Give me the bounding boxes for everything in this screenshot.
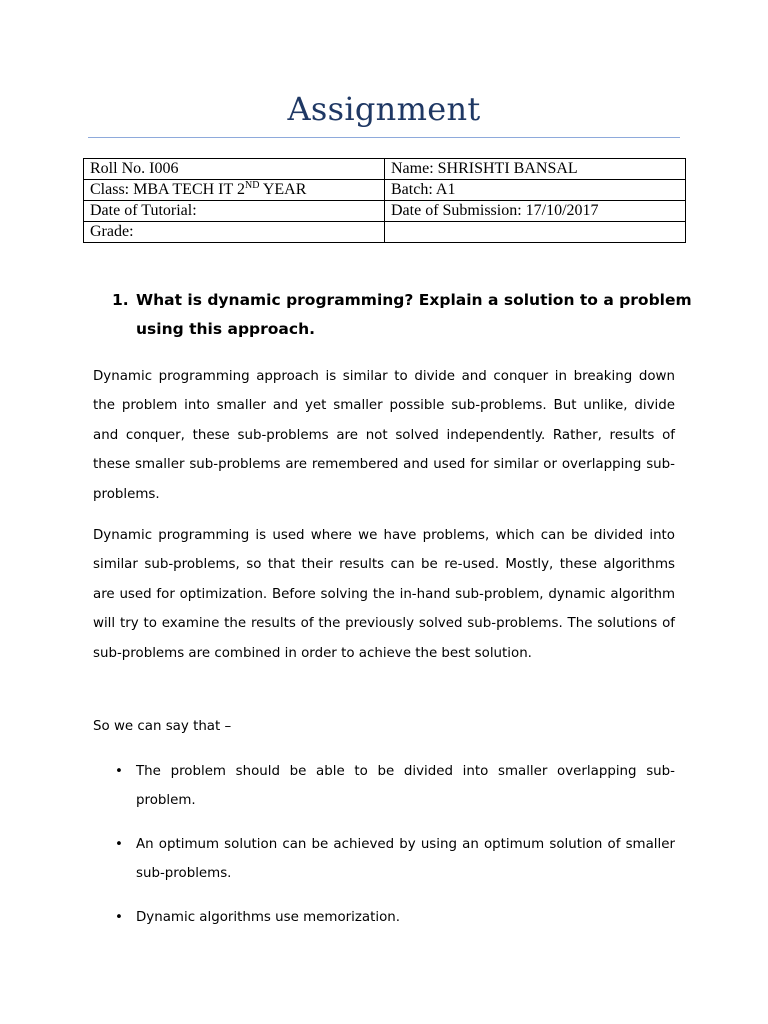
class-ordinal-suffix: ND bbox=[244, 180, 260, 191]
class-cell bbox=[84, 180, 385, 201]
question-number: 1. bbox=[112, 291, 129, 309]
list-item-text: An optimum solution can be achieved by using an optimum solution of smaller sub-problems. bbox=[136, 837, 675, 882]
table-row bbox=[84, 159, 686, 180]
list-item-text: Dynamic algorithms use memorization. bbox=[136, 910, 401, 925]
student-name-cell: Name: SHRISHTI BANSAL bbox=[385, 159, 686, 180]
question-heading bbox=[112, 286, 692, 344]
info-table bbox=[83, 158, 686, 243]
paragraph: Dynamic programming approach is similar to divide and conquer in breaking down the problem into smaller and yet smaller possible sub-problems. But unlike, divide and conquer, these sub-problems are not solved independently. Rather, results of these smaller sub-problems are remembered and used for similar or overlapping sub-problems. bbox=[93, 369, 675, 502]
list-item-text: The problem should be able to be divided into smaller overlapping sub-problem. bbox=[136, 764, 675, 809]
bullet-icon: • bbox=[115, 764, 123, 779]
question-text: What is dynamic programming? Explain a solution to a problem using this approach. bbox=[136, 291, 692, 338]
bullet-icon: • bbox=[115, 837, 123, 852]
tutorial-date-cell: Date of Tutorial: bbox=[84, 201, 385, 222]
list-item bbox=[115, 830, 675, 889]
bullet-icon: • bbox=[115, 910, 123, 925]
class-text: Class: MBA TECH IT 2 bbox=[90, 181, 245, 198]
class-text-tail: YEAR bbox=[259, 181, 307, 198]
list-item bbox=[115, 757, 675, 816]
roll-number-cell: Roll No. I006 bbox=[84, 159, 385, 180]
table-row bbox=[84, 180, 686, 201]
document-title: Assignment bbox=[287, 90, 481, 128]
submission-date-cell: Date of Submission: 17/10/2017 bbox=[385, 201, 686, 222]
grade-value-cell bbox=[385, 222, 686, 243]
table-row bbox=[84, 222, 686, 243]
paragraph: So we can say that – bbox=[93, 719, 232, 734]
batch-cell: Batch: A1 bbox=[385, 180, 686, 201]
grade-cell: Grade: bbox=[84, 222, 385, 243]
list-item bbox=[115, 903, 675, 932]
paragraph: Dynamic programming is used where we have problems, which can be divided into similar sub-problems, so that their results can be re-used. Mostly, these algorithms are used for optimization. Before solving the in-hand sub-problem, dynamic algorithm will try to examine the results of the previously solved sub-problems. The solutions of sub-problems are combined in order to achieve the best solution. bbox=[93, 528, 675, 661]
table-row bbox=[84, 201, 686, 222]
title-underline bbox=[88, 137, 680, 138]
